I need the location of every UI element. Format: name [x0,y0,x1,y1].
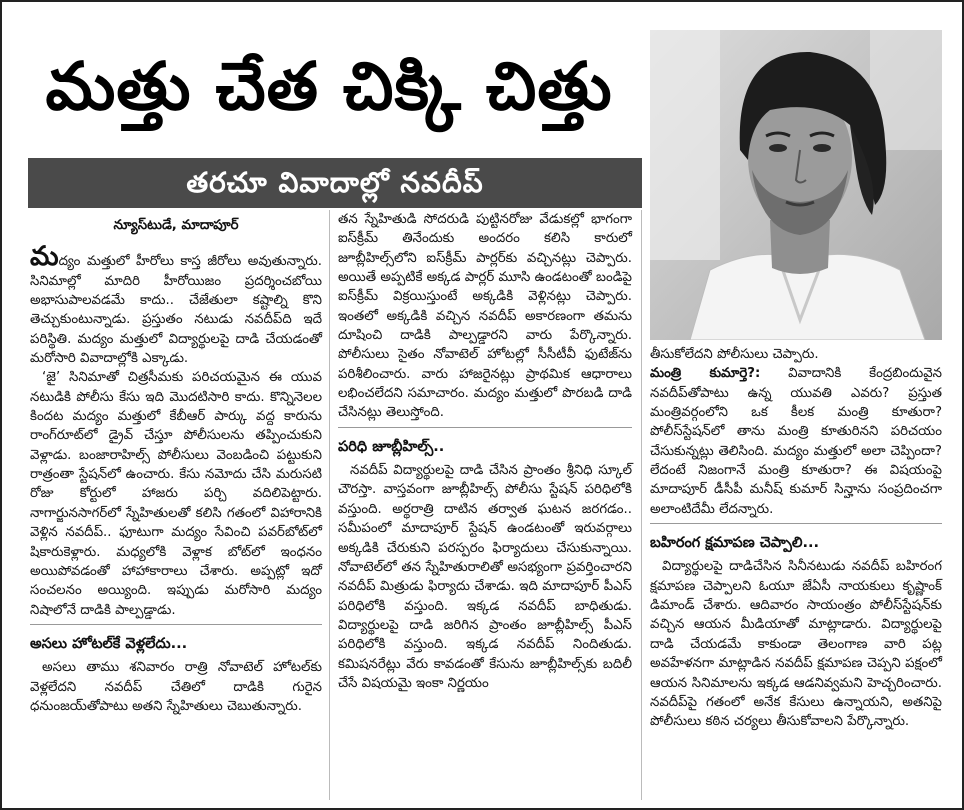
article-paragraph [650,364,942,519]
article-paragraph: తన స్నేహితుడి సోదరుడి పుట్టినరోజు వేడుకల్లో భాగంగా ఐస్‌క్రీమ్ తినేందుకు అందరం కలిసి కారులో జూబ్లీహిల్స్‌లోని ఐస్‌క్రీమ్ పార్లర్‌కు వచ్చినట్లు చెప్పారు. అయితే అప్పటికే అక్కడ పార్లర్ మూసి ఉండటంతో బండిపై ఐస్‌క్రీమ్ విక్రయిస్తుంటే అక్కడికి వెళ్లినట్లు చెప్పారు. ఇంతలో అక్కడికి వచ్చిన నవదీప్ అకారణంగా తమను దూషించి దాడికి పాల్పడ్డారని వారు పేర్కొన్నారు. పోలీసులు సైతం నోవాటెల్ హోటల్లో సీసీటీవీ ఫుటేజ్‌ను పరిశీలించారు. వారు హాజరైనట్లు ప్రాథమిక ఆధారాలు లభించలేదని సమాచారం. మద్యం మత్తులో పొరబడి దాడి చేసినట్లు తెలుస్తోంది. [338,212,632,421]
column-divider [329,210,330,800]
drop-cap: మ [30,241,59,273]
section-heading: పరిధి జూబ్లీహిల్స్.. [338,438,445,455]
portrait-image [650,30,942,340]
subheadline-bar [28,158,642,208]
paragraph-text: వివాదానికి కేంద్రబిందువైన నవదీప్‌తోపాటు ఉన్న యువతి ఎవరు? ప్రస్తుత మంత్రివర్గంలోని ఒక కీలక మంత్రి కూతురా? పోలీస్‌స్టేషన్‌లో తాను మంత్రి కూతురినని పరిచయం చేసుకున్నట్లు తెలిసింది. మద్యం మత్తులో అలా చెప్పిందా? లేదంటే నిజంగానే మంత్రి కూతురా? ఈ విషయంపై మాదాపూర్ డీసీపీ మనీష్ కుమార్ సిన్హాను సంప్రదించగా అలాంటిదేమీ లేదన్నారు. [650,366,942,517]
byline: న్యూస్‌టుడే, మాదాపూర్ [113,218,239,233]
paragraph-text: ద్యం మత్తులో హీరోలు కాస్త జీరోలు అవుతున్నారు. సినిమాల్లో మాదిరి హీరోయిజం ప్రదర్శించబోయి అభాసుపాలవడమే కాదు.. చేజేతులా కష్టాల్ని కొని తెచ్చుకుంటున్నాడు. ప్రస్తుతం నటుడు నవదీప్‌ది ఇదే పరిస్థితి. మద్యం మత్తులో విద్యార్థులపై దాడి చేయడంతో మరోసారి వివాదాల్లోకి ఎక్కాడు. [30,254,322,367]
article-column-1 [30,210,322,716]
article-paragraph: నవదీప్ విద్యార్థులపై దాడి చేసిన ప్రాంతం శ్రీనిధి స్కూల్ చౌరస్తా. వాస్తవంగా జూబ్లీహిల్స్ పోలీసు స్టేషన్ పరిధిలోకి వస్తుంది. అర్థరాత్రి దాటిన తర్వాత ఘటన జరగడం.. సమీపంలో మాదాపూర్ స్టేషన్ ఉండటంతో ఇరువర్గాలు అక్కడికి చేరుకుని పరస్పరం ఫిర్యాదులు చేసుకున్నాయి. నోవాటెల్‌లో తన స్నేహితురాలితో అసభ్యంగా ప్రవర్తించారని నవదీప్ మిత్రుడు ఫిర్యాదు చేశాడు. ఇది మాదాపూర్ పీఎస్ పరిధిలోకి వస్తుంది. ఇక్కడ నవదీప్ బాధితుడు. విద్యార్థులపై దాడి జరిగిన ప్రాంతం జూబ్లీహిల్స్ పీఎస్ పరిధిలోకి వస్తుంది. ఇక్కడ నవదీప్ నిందితుడు. కమిషనరేట్లు వేరు కావడంతో కేసును జూబ్లీహిల్స్‌కు బదిలీ చేసే విషయమై ఇంకా నిర్ణయం [338,463,632,691]
article-paragraph: ‘జై’ సినిమాతో చిత్రసీమకు పరిచయమైన ఈ యువ నటుడికి పోలీసు కేసు ఇది మొదటిసారి కాదు. కొన్నినెలల కిందట మద్యం మత్తులో కేబీఆర్ పార్కు వద్ద కారును రాంగ్‌రూట్‌లో డ్రైవ్ చేస్తూ పోలీసులను తప్పించుకుని వెళ్లాడు. బంజారాహిల్స్ పోలీసులు వెంబడించి పట్టుకుని రాత్రంతా స్టేషన్‌లో ఉంచారు. కేసు నమోదు చేసి మరుసటి రోజు కోర్టులో హాజరు పర్చి వదిలిపెట్టారు. నాగార్జునసాగర్‌లో స్నేహితులతో కలిసి గతంలో విహారానికి వెళ్లిన నవదీప్.. ఫూటుగా మద్యం సేవించి పవర్‌బోట్‌లో షికారుకెళ్లారు. మధ్యలోకి వెళ్లాక బోట్‌లో ఇంధనం అయిపోవడంతో హాహాకారాలు చేశారు. అప్పట్లో ఇదో సంచలనం అయ్యింది. ఇప్పుడు మరోసారి మద్యం నిషాలోనే దాడికి పాల్పడ్డాడు. [30,370,322,618]
column-divider [641,210,642,800]
article-paragraph: విద్యార్థులపై దాడిచేసిన సినీనటుడు నవదీప్ బహిరంగ క్షమాపణ చెప్పాలని ఓయూ జేఏసీ నాయకులు కృష్ణాంక్ డిమాండ్ చేశారు. ఆదివారం సాయంత్రం పోలీస్‌స్టేషన్‌కు వచ్చిన ఆయన మీడియాతో మాట్లాడారు. విద్యార్థులపై దాడి చేయడమే కాకుండా తెలంగాణ వారి పట్ల అవహేళనగా మాట్లాడిన నవదీప్ క్షమాపణ చెప్పని పక్షంలో ఆయన సినిమాలను ఇక్కడ ఆడనివ్వమని హెచ్చరించారు. నవదీప్‌పై గతంలో అనేక కేసులు ఉన్నాయని, అతనిపై పోలీసులు కఠిన చర్యలు తీసుకోవాలని పేర్కొన్నారు. [650,559,942,730]
subheadline: తరచూ వివాదాల్లో నవదీప్ [186,166,484,199]
section-rule [338,427,632,428]
actor-photo [650,30,942,340]
headline: మత్తు చేత చిక్కి చిత్తు [45,48,613,125]
lead-in: మంత్రి కుమార్తె?: [650,366,761,382]
section-heading: బహిరంగ క్షమాపణ చెప్పాలి... [650,535,820,552]
article-paragraph: తీసుకోలేదని పోలీసులు చెప్పారు. [650,347,819,362]
article-column-3 [650,345,942,732]
article-paragraph [30,241,322,368]
article-paragraph: అసలు తాము శనివారం రాత్రి నోవాటెల్ హోటల్‌కు వెళ్లలేదని నవదీప్ చేతిలో దాడికి గురైన ధనుంజయ్‌తోపాటు అతని స్నేహితులు చెబుతున్నారు. [30,660,322,714]
section-heading: అసలు హోటల్‌కే వెళ్లలేదు... [30,635,188,652]
article-column-2 [338,210,632,693]
section-rule [30,624,322,625]
section-rule [650,523,942,524]
